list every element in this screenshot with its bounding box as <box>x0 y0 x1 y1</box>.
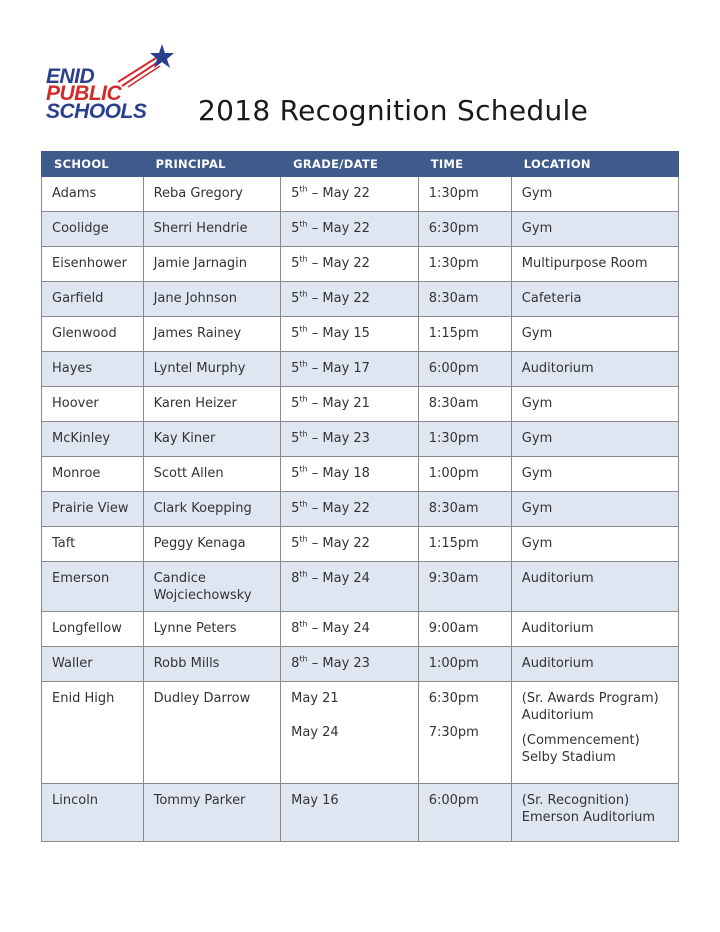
cell-location: Auditorium <box>511 352 678 387</box>
table-row <box>42 422 679 457</box>
cell-location: Gym <box>511 492 678 527</box>
cell-school: Waller <box>42 647 144 682</box>
cell-school: Longfellow <box>42 612 144 647</box>
table-row <box>42 492 679 527</box>
shooting-star-icon <box>116 42 176 88</box>
cell-time: 6:30pm 7:30pm <box>418 682 511 784</box>
cell-school: Hoover <box>42 387 144 422</box>
cell-school: Eisenhower <box>42 247 144 282</box>
cell-location: Gym <box>511 317 678 352</box>
logo-line-2: PUBLIC <box>46 82 122 105</box>
cell-time: 6:30pm <box>418 212 511 247</box>
cell-school: Hayes <box>42 352 144 387</box>
cell-time: 6:00pm <box>418 784 511 842</box>
cell-grade-date: May 21 May 24 <box>281 682 419 784</box>
logo-line-3: SCHOOLS <box>46 100 147 123</box>
header-principal: PRINCIPAL <box>143 152 281 177</box>
cell-location: Gym <box>511 457 678 492</box>
table-row <box>42 282 679 317</box>
cell-time: 8:30am <box>418 282 511 317</box>
cell-grade-date: 5th – May 17 <box>281 352 419 387</box>
schedule-table <box>41 151 679 842</box>
cell-school: Glenwood <box>42 317 144 352</box>
cell-school: Monroe <box>42 457 144 492</box>
cell-school: Prairie View <box>42 492 144 527</box>
table-row <box>42 647 679 682</box>
cell-grade-date: 5th – May 22 <box>281 492 419 527</box>
cell-principal: Peggy Kenaga <box>143 527 281 562</box>
cell-principal: Scott Allen <box>143 457 281 492</box>
cell-principal: Candice Wojciechowsky <box>143 562 281 612</box>
table-row-enid-high <box>42 682 679 784</box>
cell-location: Auditorium <box>511 647 678 682</box>
cell-grade-date: 5th – May 21 <box>281 387 419 422</box>
cell-grade-date: 8th – May 23 <box>281 647 419 682</box>
cell-principal: James Rainey <box>143 317 281 352</box>
cell-time: 6:00pm <box>418 352 511 387</box>
table-row-lincoln <box>42 784 679 842</box>
cell-grade-date: 8th – May 24 <box>281 562 419 612</box>
cell-principal: Sherri Hendrie <box>143 212 281 247</box>
cell-grade-date: 8th – May 24 <box>281 612 419 647</box>
cell-school: Garfield <box>42 282 144 317</box>
table-row <box>42 177 679 212</box>
table-row <box>42 612 679 647</box>
header-school: SCHOOL <box>42 152 144 177</box>
cell-time: 1:30pm <box>418 422 511 457</box>
cell-time: 1:15pm <box>418 317 511 352</box>
cell-location: Gym <box>511 212 678 247</box>
cell-location: Multipurpose Room <box>511 247 678 282</box>
cell-time: 1:30pm <box>418 247 511 282</box>
cell-principal: Lyntel Murphy <box>143 352 281 387</box>
cell-location: Auditorium <box>511 562 678 612</box>
cell-principal: Tommy Parker <box>143 784 281 842</box>
table-row <box>42 457 679 492</box>
cell-grade-date: 5th – May 22 <box>281 247 419 282</box>
header-time: TIME <box>418 152 511 177</box>
cell-location: Gym <box>511 527 678 562</box>
table-row <box>42 247 679 282</box>
cell-grade-date: 5th – May 22 <box>281 212 419 247</box>
cell-grade-date: 5th – May 18 <box>281 457 419 492</box>
cell-location: Gym <box>511 422 678 457</box>
table-row <box>42 387 679 422</box>
cell-grade-date: 5th – May 23 <box>281 422 419 457</box>
cell-principal: Robb Mills <box>143 647 281 682</box>
cell-school: Taft <box>42 527 144 562</box>
table-row <box>42 212 679 247</box>
table-header-row <box>42 152 679 177</box>
cell-principal: Dudley Darrow <box>143 682 281 784</box>
cell-time: 9:30am <box>418 562 511 612</box>
table-row <box>42 527 679 562</box>
cell-location: Gym <box>511 387 678 422</box>
cell-time: 9:00am <box>418 612 511 647</box>
table-row <box>42 317 679 352</box>
cell-school: Coolidge <box>42 212 144 247</box>
cell-grade-date: 5th – May 15 <box>281 317 419 352</box>
header-grade-date: GRADE/DATE <box>281 152 419 177</box>
cell-location: Cafeteria <box>511 282 678 317</box>
cell-time: 1:00pm <box>418 457 511 492</box>
cell-time: 1:15pm <box>418 527 511 562</box>
cell-principal: Clark Koepping <box>143 492 281 527</box>
cell-time: 8:30am <box>418 492 511 527</box>
enid-public-schools-logo <box>46 42 176 124</box>
cell-grade-date: May 16 <box>281 784 419 842</box>
cell-location: Gym <box>511 177 678 212</box>
table-row <box>42 352 679 387</box>
cell-principal: Lynne Peters <box>143 612 281 647</box>
cell-school: Enid High <box>42 682 144 784</box>
cell-principal: Jamie Jarnagin <box>143 247 281 282</box>
cell-time: 1:30pm <box>418 177 511 212</box>
cell-time: 1:00pm <box>418 647 511 682</box>
cell-grade-date: 5th – May 22 <box>281 177 419 212</box>
cell-grade-date: 5th – May 22 <box>281 282 419 317</box>
cell-principal: Kay Kiner <box>143 422 281 457</box>
header-location: LOCATION <box>511 152 678 177</box>
cell-time: 8:30am <box>418 387 511 422</box>
cell-location: (Sr. Recognition) Emerson Auditorium <box>511 784 678 842</box>
cell-school: Emerson <box>42 562 144 612</box>
cell-school: Adams <box>42 177 144 212</box>
cell-grade-date: 5th – May 22 <box>281 527 419 562</box>
cell-location: Auditorium <box>511 612 678 647</box>
cell-school: Lincoln <box>42 784 144 842</box>
cell-school: McKinley <box>42 422 144 457</box>
cell-principal: Jane Johnson <box>143 282 281 317</box>
cell-location: (Sr. Awards Program) Auditorium (Commencement) Selby Stadium <box>511 682 678 784</box>
cell-principal: Karen Heizer <box>143 387 281 422</box>
cell-principal: Reba Gregory <box>143 177 281 212</box>
page-title: 2018 Recognition Schedule <box>198 94 589 127</box>
table-row <box>42 562 679 612</box>
logo-line-1: ENID <box>46 65 95 88</box>
